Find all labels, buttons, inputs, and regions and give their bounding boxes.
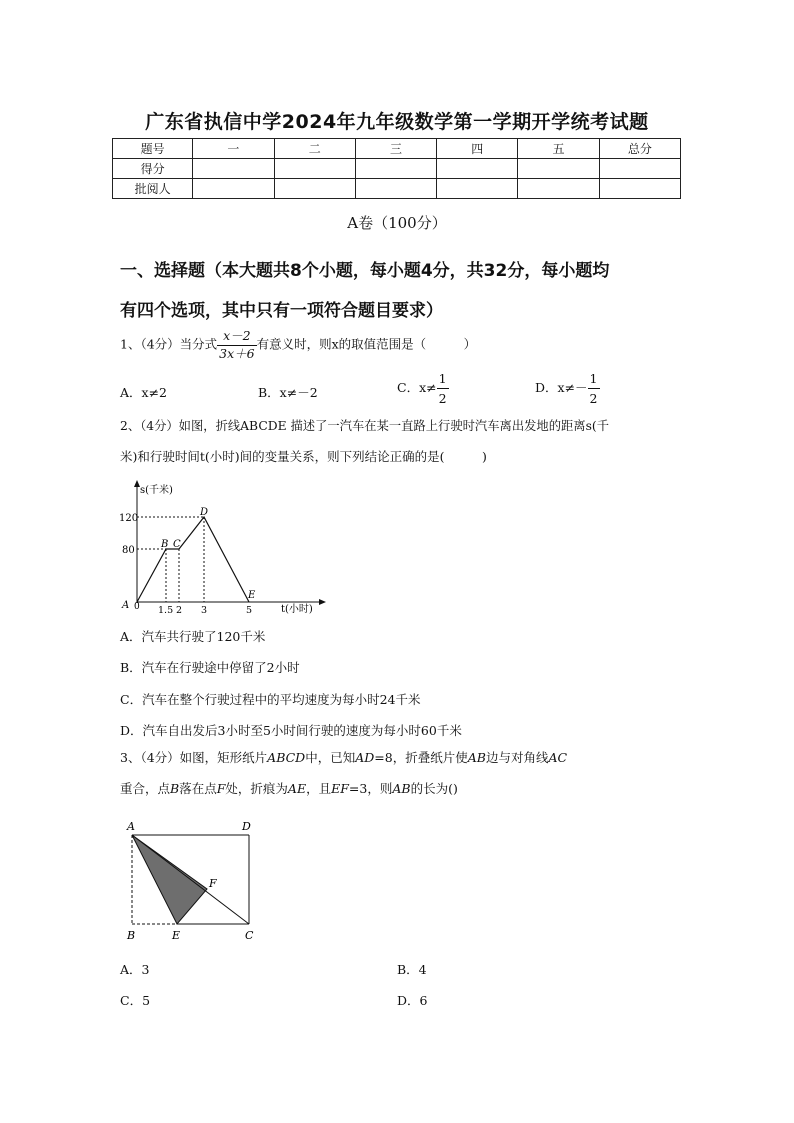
q3-var-f: F <box>216 781 226 796</box>
rectangle-fold-figure <box>118 815 268 945</box>
q3-var-abcd: ABCD <box>267 750 306 765</box>
score-table-cell <box>193 179 274 199</box>
y-axis-label: s(千米) <box>140 485 173 496</box>
score-table-row-header: 得分 <box>113 159 193 179</box>
q3-text-a: 3、（4分）如图，矩形纸片 <box>120 750 268 765</box>
q2-option-a[interactable]: A．汽车共行驶了120千米 <box>120 629 266 644</box>
point-d-label: D <box>200 507 209 518</box>
score-table-cell <box>437 179 518 199</box>
score-table-cell: 五 <box>518 139 599 159</box>
q1-fraction <box>217 330 256 360</box>
point-c-label: C <box>173 539 181 550</box>
q3-var-ab2: AB <box>392 781 411 796</box>
score-table-cell: 一 <box>193 139 274 159</box>
score-table-cell <box>599 159 680 179</box>
score-table-row-header: 批阅人 <box>113 179 193 199</box>
distance-time-graph <box>118 478 328 618</box>
score-table-cell <box>193 159 274 179</box>
x-tick-5: 5 <box>246 605 253 616</box>
x-axis-arrow <box>319 599 326 605</box>
x-tick-3: 3 <box>201 605 208 616</box>
q1-option-d[interactable] <box>535 371 600 406</box>
score-table-cell <box>518 159 599 179</box>
q1-option-d-denominator: 2 <box>589 391 598 406</box>
q1-option-d-numerator: 1 <box>588 371 600 389</box>
q1-option-c-numerator: 1 <box>437 371 449 389</box>
question-3-line1 <box>120 752 567 765</box>
label-a: A <box>127 820 135 833</box>
q3-text-g: 边与对角线 <box>485 750 549 765</box>
polyline-abcde <box>137 517 249 602</box>
y-tick-80: 80 <box>122 545 135 556</box>
score-table-cell: 二 <box>274 139 355 159</box>
q1-suffix: 有意义时，则x的取值范围是（ ） <box>256 336 477 352</box>
score-table <box>112 138 681 199</box>
paper-title: 广东省执信中学2024年九年级数学第一学期开学统考试题 <box>145 111 649 133</box>
q3-var-ad: AD <box>355 750 375 765</box>
q3-text-2g: ，且 <box>306 781 332 796</box>
q3-var-ab: AB <box>467 750 486 765</box>
q3-option-b[interactable]: B．4 <box>397 962 427 977</box>
q1-fraction-numerator: x－2 <box>217 330 256 346</box>
q3-text-2i: =3，则 <box>348 781 393 796</box>
q3-var-ef: EF <box>331 781 349 796</box>
x-tick-1-5: 1.5 <box>158 605 174 616</box>
y-tick-120: 120 <box>119 513 139 524</box>
question-2-line2: 米)和行驶时间t(小时)间的变量关系，则下列结论正确的是( ) <box>120 449 487 464</box>
section-heading-line2: 有四个选项，其中只有一项符合题目要求） <box>120 301 443 321</box>
score-table-cell: 三 <box>355 139 436 159</box>
point-b-label: B <box>161 539 169 550</box>
score-table-cell <box>599 179 680 199</box>
q3-text-2a: 重合，点 <box>120 781 171 796</box>
score-table-row <box>113 139 681 159</box>
q1-option-b[interactable]: B．x≠－2 <box>258 385 318 400</box>
q1-fraction-denominator: 3x＋6 <box>219 345 255 361</box>
q3-text-e: =8，折叠纸片使 <box>374 750 468 765</box>
q3-text-2k: 的长为() <box>410 781 458 796</box>
question-2-line1: 2、（4分）如图，折线ABCDE 描述了一汽车在某一直路上行驶时汽车离出发地的距离s(千 <box>120 419 609 433</box>
score-table-cell <box>355 179 436 199</box>
q3-text-2e: 处，折痕为 <box>225 781 288 796</box>
label-b: B <box>127 929 136 942</box>
score-table-cell <box>274 159 355 179</box>
q3-var-ae: AE <box>287 781 307 796</box>
q1-option-d-text: D．x≠－ <box>535 380 588 395</box>
diagonal-ac <box>132 835 249 924</box>
q2-option-c[interactable]: C．汽车在整个行驶过程中的平均速度为每小时24千米 <box>120 692 421 707</box>
score-table-cell <box>518 179 599 199</box>
x-axis-label: t(小时) <box>281 604 313 615</box>
q3-option-a[interactable]: A．3 <box>120 962 150 977</box>
q3-text-2c: 落在点 <box>179 781 217 796</box>
x-tick-2: 2 <box>176 605 183 616</box>
q3-text-c: 中，已知 <box>305 750 356 765</box>
label-d: D <box>242 820 251 833</box>
q1-option-c[interactable] <box>397 371 449 406</box>
q3-option-c[interactable]: C．5 <box>120 993 151 1008</box>
score-table-cell <box>274 179 355 199</box>
score-table-cell <box>355 159 436 179</box>
q3-var-b: B <box>170 781 180 796</box>
point-a-label: A <box>122 600 130 611</box>
section-heading-line1: 一、选择题（本大题共8个小题，每小题4分，共32分，每小题均 <box>120 261 610 281</box>
q2-option-d[interactable]: D．汽车自出发后3小时至5小时间行驶的速度为每小时60千米 <box>120 723 462 738</box>
q3-var-ac: AC <box>548 750 568 765</box>
q1-option-c-text: C．x≠ <box>397 380 437 395</box>
q3-option-d[interactable]: D．6 <box>397 993 428 1008</box>
origin-label: 0 <box>134 602 140 612</box>
point-e-label: E <box>248 590 256 601</box>
q1-prefix: 1、（4分）当分式 <box>120 336 218 352</box>
shaded-triangle-aef <box>132 835 207 924</box>
q1-option-c-denominator: 2 <box>438 391 447 406</box>
score-table-cell: 四 <box>437 139 518 159</box>
q1-option-a[interactable]: A．x≠2 <box>120 385 168 400</box>
question-1-stem <box>120 330 476 360</box>
score-table-cell <box>437 159 518 179</box>
label-e: E <box>172 929 181 942</box>
score-table-row <box>113 159 681 179</box>
score-table-row-header: 题号 <box>113 139 193 159</box>
question-3-line2 <box>120 783 458 796</box>
score-table-cell: 总分 <box>599 139 680 159</box>
q2-option-b[interactable]: B．汽车在行驶途中停留了2小时 <box>120 660 300 675</box>
score-table-row <box>113 179 681 199</box>
label-c: C <box>245 929 254 942</box>
label-f: F <box>209 877 217 890</box>
section-a-title: A卷（100分） <box>347 214 447 232</box>
